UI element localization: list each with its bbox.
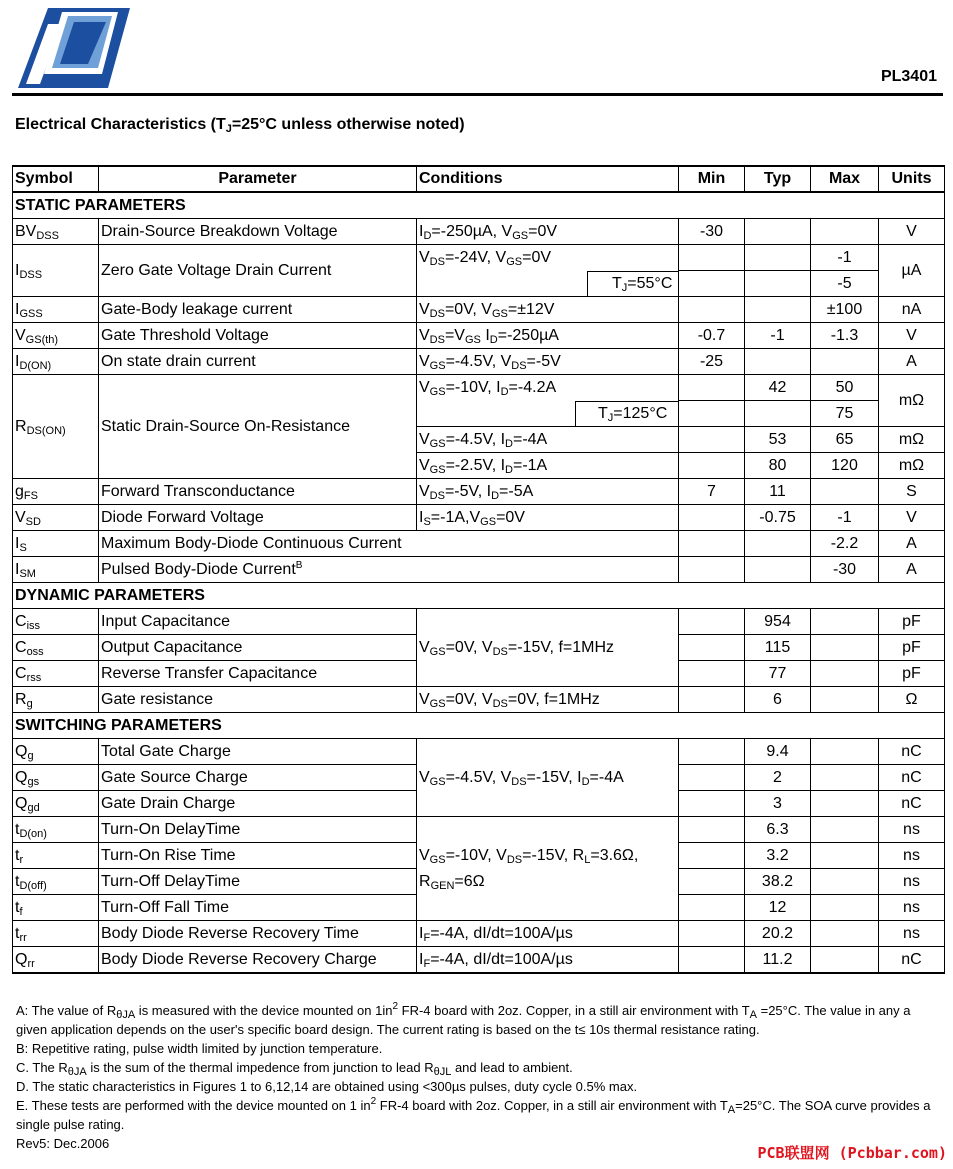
table-row [13,817,945,843]
unit: V [879,219,945,245]
page-title: Electrical Characteristics ($T_J=25^\circ C$ unless otherwise noted) [15,116,465,135]
note-d: D. The static characteristics in Figures 1 to 6,12,14 are obtained using <300µs pulses, duty cycle 0.5% max. [16,1079,638,1094]
table-row [13,687,945,713]
conditions: $V_{DS}=0V$, $V_{GS}=\pm 12V$ [417,297,679,323]
conditions: $V_{DS}=-24V$, $V_{GS}=0V$ [417,245,679,271]
symbol: $t_{rr}$ [13,921,99,947]
typ-value: 115 [745,635,811,661]
typ-value: -1 [745,323,811,349]
table-row [13,349,945,375]
typ-value: 42 [745,375,811,401]
symbol: $Q_g$ [13,739,99,765]
typ-value: 77 [745,661,811,687]
typ-value: 6.3 [745,817,811,843]
conditions: $V_{GS}=-4.5V$, $I_D=-4A$ [417,427,679,453]
note-e: E. These tests are performed with the device mounted on 1 $in^2$ FR-4 board with 2oz. Copper, in a still air environment with $T_A=25^\circ C$. The SOA curve provides a single pulse rating. [16,1096,931,1132]
min-value: -0.7 [679,323,745,349]
typ-value: 9.4 [745,739,811,765]
parameter: Gate resistance [99,687,417,713]
max-value: 75 [811,401,879,427]
parameter: Zero Gate Voltage Drain Current [99,245,417,297]
symbol: $t_r$ [13,843,99,869]
max-value: 120 [811,453,879,479]
table-row [13,245,945,271]
table-row [13,609,945,635]
table-header-row [13,166,945,192]
typ-value: 12 [745,895,811,921]
note-c: C. The $R_{\theta JA}$ is the sum of the thermal impedence from junction to lead $R_{\theta JL}$ and lead to ambient. [16,1060,573,1078]
parameter: Turn-Off DelayTime [99,869,417,895]
symbol: $I_S$ [13,531,99,557]
unit: ns [879,843,945,869]
symbol: $Q_{gd}$ [13,791,99,817]
conditions: $I_F=-4A$, dI/dt=100A/µs [417,921,679,947]
max-value: -5 [811,271,879,297]
company-logo [18,8,130,88]
symbol: $I_{GSS}$ [13,297,99,323]
unit: A [879,557,945,583]
note-b: B: Repetitive rating, pulse width limited by junction temperature. [16,1041,383,1056]
max-value: -1.3 [811,323,879,349]
parameter: Gate Threshold Voltage [99,323,417,349]
parameter: Gate Source Charge [99,765,417,791]
max-value: -1 [811,505,879,531]
conditions: $T_J=55^\circ C$ [587,271,678,296]
table-row [13,479,945,505]
min-value: -30 [679,219,745,245]
unit: A [879,349,945,375]
max-value: -2.2 [811,531,879,557]
col-units: Units [879,166,945,192]
table-row [13,531,945,557]
col-max: Max [811,166,879,192]
parameter: Total Gate Charge [99,739,417,765]
parameter: Forward Transconductance [99,479,417,505]
conditions: $V_{DS}=-5V$, $I_D=-5A$ [417,479,679,505]
typ-value: 53 [745,427,811,453]
max-value: 50 [811,375,879,401]
conditions: $T_J=125^\circ C$ [575,401,678,426]
typ-value: 11.2 [745,947,811,974]
typ-value: 20.2 [745,921,811,947]
symbol: $g_{FS}$ [13,479,99,505]
unit: ns [879,895,945,921]
symbol: $R_{DS(ON)}$ [13,375,99,479]
unit: nA [879,297,945,323]
parameter: On state drain current [99,349,417,375]
table-row [13,375,945,401]
parameter: Maximum Body-Diode Continuous Current [99,531,679,557]
unit: pF [879,661,945,687]
typ-value: 3.2 [745,843,811,869]
table-row [13,219,945,245]
typ-value: 2 [745,765,811,791]
parameter: Body Diode Reverse Recovery Time [99,921,417,947]
conditions: $V_{GS}=-10V$, $V_{DS}=-15V$, $R_L=3.6\Omega$, $R_{GEN}=6\Omega$ [417,817,679,921]
symbol: $V_{SD}$ [13,505,99,531]
parameter: Turn-On DelayTime [99,817,417,843]
parameter: Reverse Transfer Capacitance [99,661,417,687]
max-value: -30 [811,557,879,583]
section-static: STATIC PARAMETERS [13,192,945,219]
typ-value: -0.75 [745,505,811,531]
parameter: Output Capacitance [99,635,417,661]
unit: Ω [879,687,945,713]
unit: A [879,531,945,557]
symbol: $BV_{DSS}$ [13,219,99,245]
unit: ns [879,869,945,895]
unit: V [879,505,945,531]
typ-value: 3 [745,791,811,817]
electrical-characteristics-table [12,165,945,974]
unit: nC [879,791,945,817]
col-min: Min [679,166,745,192]
unit: ns [879,817,945,843]
symbol: $Q_{gs}$ [13,765,99,791]
symbol: $C_{rss}$ [13,661,99,687]
symbol: $I_{DSS}$ [13,245,99,297]
unit: mΩ [879,427,945,453]
table-row [13,297,945,323]
max-value: 65 [811,427,879,453]
col-symbol: Symbol [13,166,99,192]
conditions: $I_F=-4A$, dI/dt=100A/µs [417,947,679,974]
table-row [13,947,945,974]
max-value: ±100 [811,297,879,323]
symbol: $R_g$ [13,687,99,713]
table-row [13,739,945,765]
typ-value: 80 [745,453,811,479]
col-parameter: Parameter [99,166,417,192]
table-row [13,557,945,583]
conditions: $I_S=-1A,V_{GS}=0V$ [417,505,679,531]
symbol: $t_{D(on)}$ [13,817,99,843]
unit: nC [879,947,945,974]
symbol: $C_{iss}$ [13,609,99,635]
col-conditions: Conditions [417,166,679,192]
conditions: $V_{GS}=-4.5V$, $V_{DS}=-5V$ [417,349,679,375]
typ-value: 6 [745,687,811,713]
header-rule [12,93,943,96]
unit: mΩ [879,375,945,427]
conditions: $I_D=-250\mu A$, $V_{GS}=0V$ [417,219,679,245]
conditions: $V_{GS}=0V$, $V_{DS}=-15V$, f=1MHz [417,609,679,687]
unit: nC [879,765,945,791]
unit: nC [879,739,945,765]
part-number: PL3401 [880,68,937,85]
unit: pF [879,635,945,661]
unit: µA [879,245,945,297]
symbol: $t_{D(off)}$ [13,869,99,895]
unit: pF [879,609,945,635]
unit: V [879,323,945,349]
unit: S [879,479,945,505]
symbol: $C_{oss}$ [13,635,99,661]
parameter: Body Diode Reverse Recovery Charge [99,947,417,974]
conditions: $V_{GS}=-2.5V$, $I_D=-1A$ [417,453,679,479]
table-row [13,921,945,947]
parameter: Gate Drain Charge [99,791,417,817]
conditions: $V_{DS}=V_{GS}$ $I_D=-250\mu A$ [417,323,679,349]
symbol: $V_{GS(th)}$ [13,323,99,349]
footnotes [16,1001,941,1153]
typ-value: 954 [745,609,811,635]
parameter: Static Drain-Source On-Resistance [99,375,417,479]
min-value: 7 [679,479,745,505]
symbol: $I_{D(ON)}$ [13,349,99,375]
min-value: -25 [679,349,745,375]
symbol: $Q_{rr}$ [13,947,99,974]
watermark: PCB联盟网 (Pcbbar.com) [757,1144,947,1162]
table-row [13,505,945,531]
parameter: Turn-Off Fall Time [99,895,417,921]
parameter: Turn-On Rise Time [99,843,417,869]
parameter: Input Capacitance [99,609,417,635]
conditions: $V_{GS}=-4.5V$, $V_{DS}=-15V$, $I_D=-4A$ [417,739,679,817]
revision: Rev5: Dec.2006 [16,1136,110,1151]
unit: ns [879,921,945,947]
section-dynamic: DYNAMIC PARAMETERS [13,583,945,609]
parameter: Diode Forward Voltage [99,505,417,531]
typ-value: 11 [745,479,811,505]
parameter: Gate-Body leakage current [99,297,417,323]
parameter: Drain-Source Breakdown Voltage [99,219,417,245]
max-value: -1 [811,245,879,271]
note-a: A: The value of $R_{\theta JA}$ is measured with the device mounted on $1in^2$ FR-4 board with 2oz. Copper, in a still air environment with $T_A =25^\circ C$. The value in any a given application depends on the user's specific board design. The current rating is based on the t≤ 10s thermal resistance rating. [16,1001,911,1037]
typ-value: 38.2 [745,869,811,895]
symbol: $I_{SM}$ [13,557,99,583]
conditions: $V_{GS}=-10V$, $I_D=-4.2A$ [417,375,679,401]
section-switching: SWITCHING PARAMETERS [13,713,945,739]
table-row [13,323,945,349]
parameter: Pulsed Body-Diode Current$^B$ [99,557,679,583]
col-typ: Typ [745,166,811,192]
unit: mΩ [879,453,945,479]
symbol: $t_f$ [13,895,99,921]
conditions: $V_{GS}=0V$, $V_{DS}=0V$, f=1MHz [417,687,679,713]
